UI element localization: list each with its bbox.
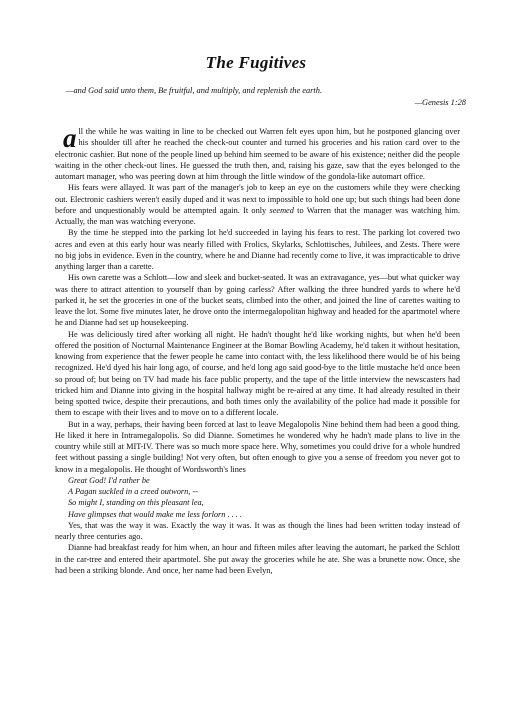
epigraph-text: —and God said unto them, Be fruitful, and multiply, and replenish the earth. [66, 86, 323, 95]
poem-quote [55, 475, 460, 520]
drop-cap: a [63, 123, 77, 153]
poem-line: Great God! I'd rather be [68, 475, 150, 485]
emphasis-text: seemed [269, 205, 294, 215]
chapter-title: The Fugitives [205, 53, 307, 72]
epigraph [66, 85, 466, 109]
paragraph: But in a way, perhaps, their having been forced at last to leave Megalopolis Nine behind them had been a good thing. He liked it here in Intramegalopolis. So did Dianne. Sometimes he wondered why he hadn't made plans to live in the country while still at MIT-IV. There was so much more space here. Why, sometimes you could drive for a whole hundred feet without passing a single building! Not very often, but often enough to give you a sense of freedom you never got to know in a megalopolis. He thought of Wordsworth's lines [55, 419, 460, 474]
paragraph: He was deliciously tired after working all night. He hadn't thought he'd like working nights, but when he'd been offered the position of Nocturnal Maintenance Engineer at the Bomar Bowling Academy, he'd taken it without hesitation, knowing from experience that the fewer people he came into contact with, the less likelihood there would be of his being recognized. He'd dyed his hair long ago, of course, and he'd long ago said good-bye to the little mustache he'd once been so proud of; but being on TV had made his face public property, and the tape of the little interview the newscasters had tricked him and Dianne into giving in the hospital hallway might be re-aired at any time. It had already resulted in their being spotted twice, despite their precautions, and both times only the availability of the police had made it possible for them to escape with their lives and to move on to a different locale. [55, 329, 460, 418]
poem-line: Have glimpses that would make me less forlorn . . . . [68, 509, 242, 519]
paragraph: By the time he stepped into the parking lot he'd succeeded in laying his fears to rest. The parking lot covered two acres and even at this early hour was nearly filled with Frolics, Skylarks, Schlottisches, Jubilees, and Zests. There were no big jobs in evidence. Even in the country, where he and Dianne had recently come to live, it was impracticable to drive anything larger than a carette. [55, 228, 460, 271]
paragraph-text: His fears were allayed. It was part of the manager's job to keep an eye on the customers while they were checking out. Electronic cashiers weren't easily duped and it was next to impossible to hold one up; but such things had been done before and unquestionably would be attempted again. It only [55, 183, 460, 215]
paragraph-text: to Warren that the manager was watching him. Actually, the man was watching everyone. [55, 205, 461, 226]
paragraph: Yes, that was the way it was. Exactly the way it was. It was as though the lines had been written today instead of nearly three centuries ago. [55, 520, 460, 541]
poem-line: So might I, standing on this pleasant lea, [68, 498, 204, 508]
poem-line: A Pagan suckled in a creed outworn, -- [68, 487, 198, 496]
paragraph-text: ll the while he was waiting in line to be checked out Warren felt eyes upon him, but he postponed glancing over his shoulder till after he reached the check-out counter and turned his groceries and his ration card over to the electronic cashier. But none of the people lined up behind him seemed to be aware of his existence; neither did the people waiting in the other check-out lines. He guessed the truth then, and, raising his gaze, saw that the eyes belonged to the automart manager, who was peering down at him through the little window of the gondola-like automart office. [55, 127, 460, 181]
epigraph-source: —Genesis 1:28 [414, 98, 466, 107]
paragraph: His own carette was a Schlott—low and sleek and bucket-seated. It was an extravagance, yes—but what quicker way was there to attract attention to yourself than by going carless? After walking the three hundred yards to where he'd parked it, he set the groceries in one of the bucket seats, climbed into the other, and joined the line of carettes waiting to leave the lot. Some five minutes later, he drove onto the intermegalopolitan highway and headed for the apartmotel where he and Dianne had set up housekeeping. [55, 273, 460, 328]
paragraph [55, 182, 460, 227]
paragraph [55, 123, 460, 182]
chapter-body [55, 123, 461, 576]
paragraph: Dianne had breakfast ready for him when, an hour and fifteen miles after leaving the automart, he parked the Schlott in the car-tree and entered their apartmotel. She put away the groceries while he ate. She was a brunette now. Once, she had been a striking blonde. And once, her name had been Evelyn, [55, 543, 460, 575]
